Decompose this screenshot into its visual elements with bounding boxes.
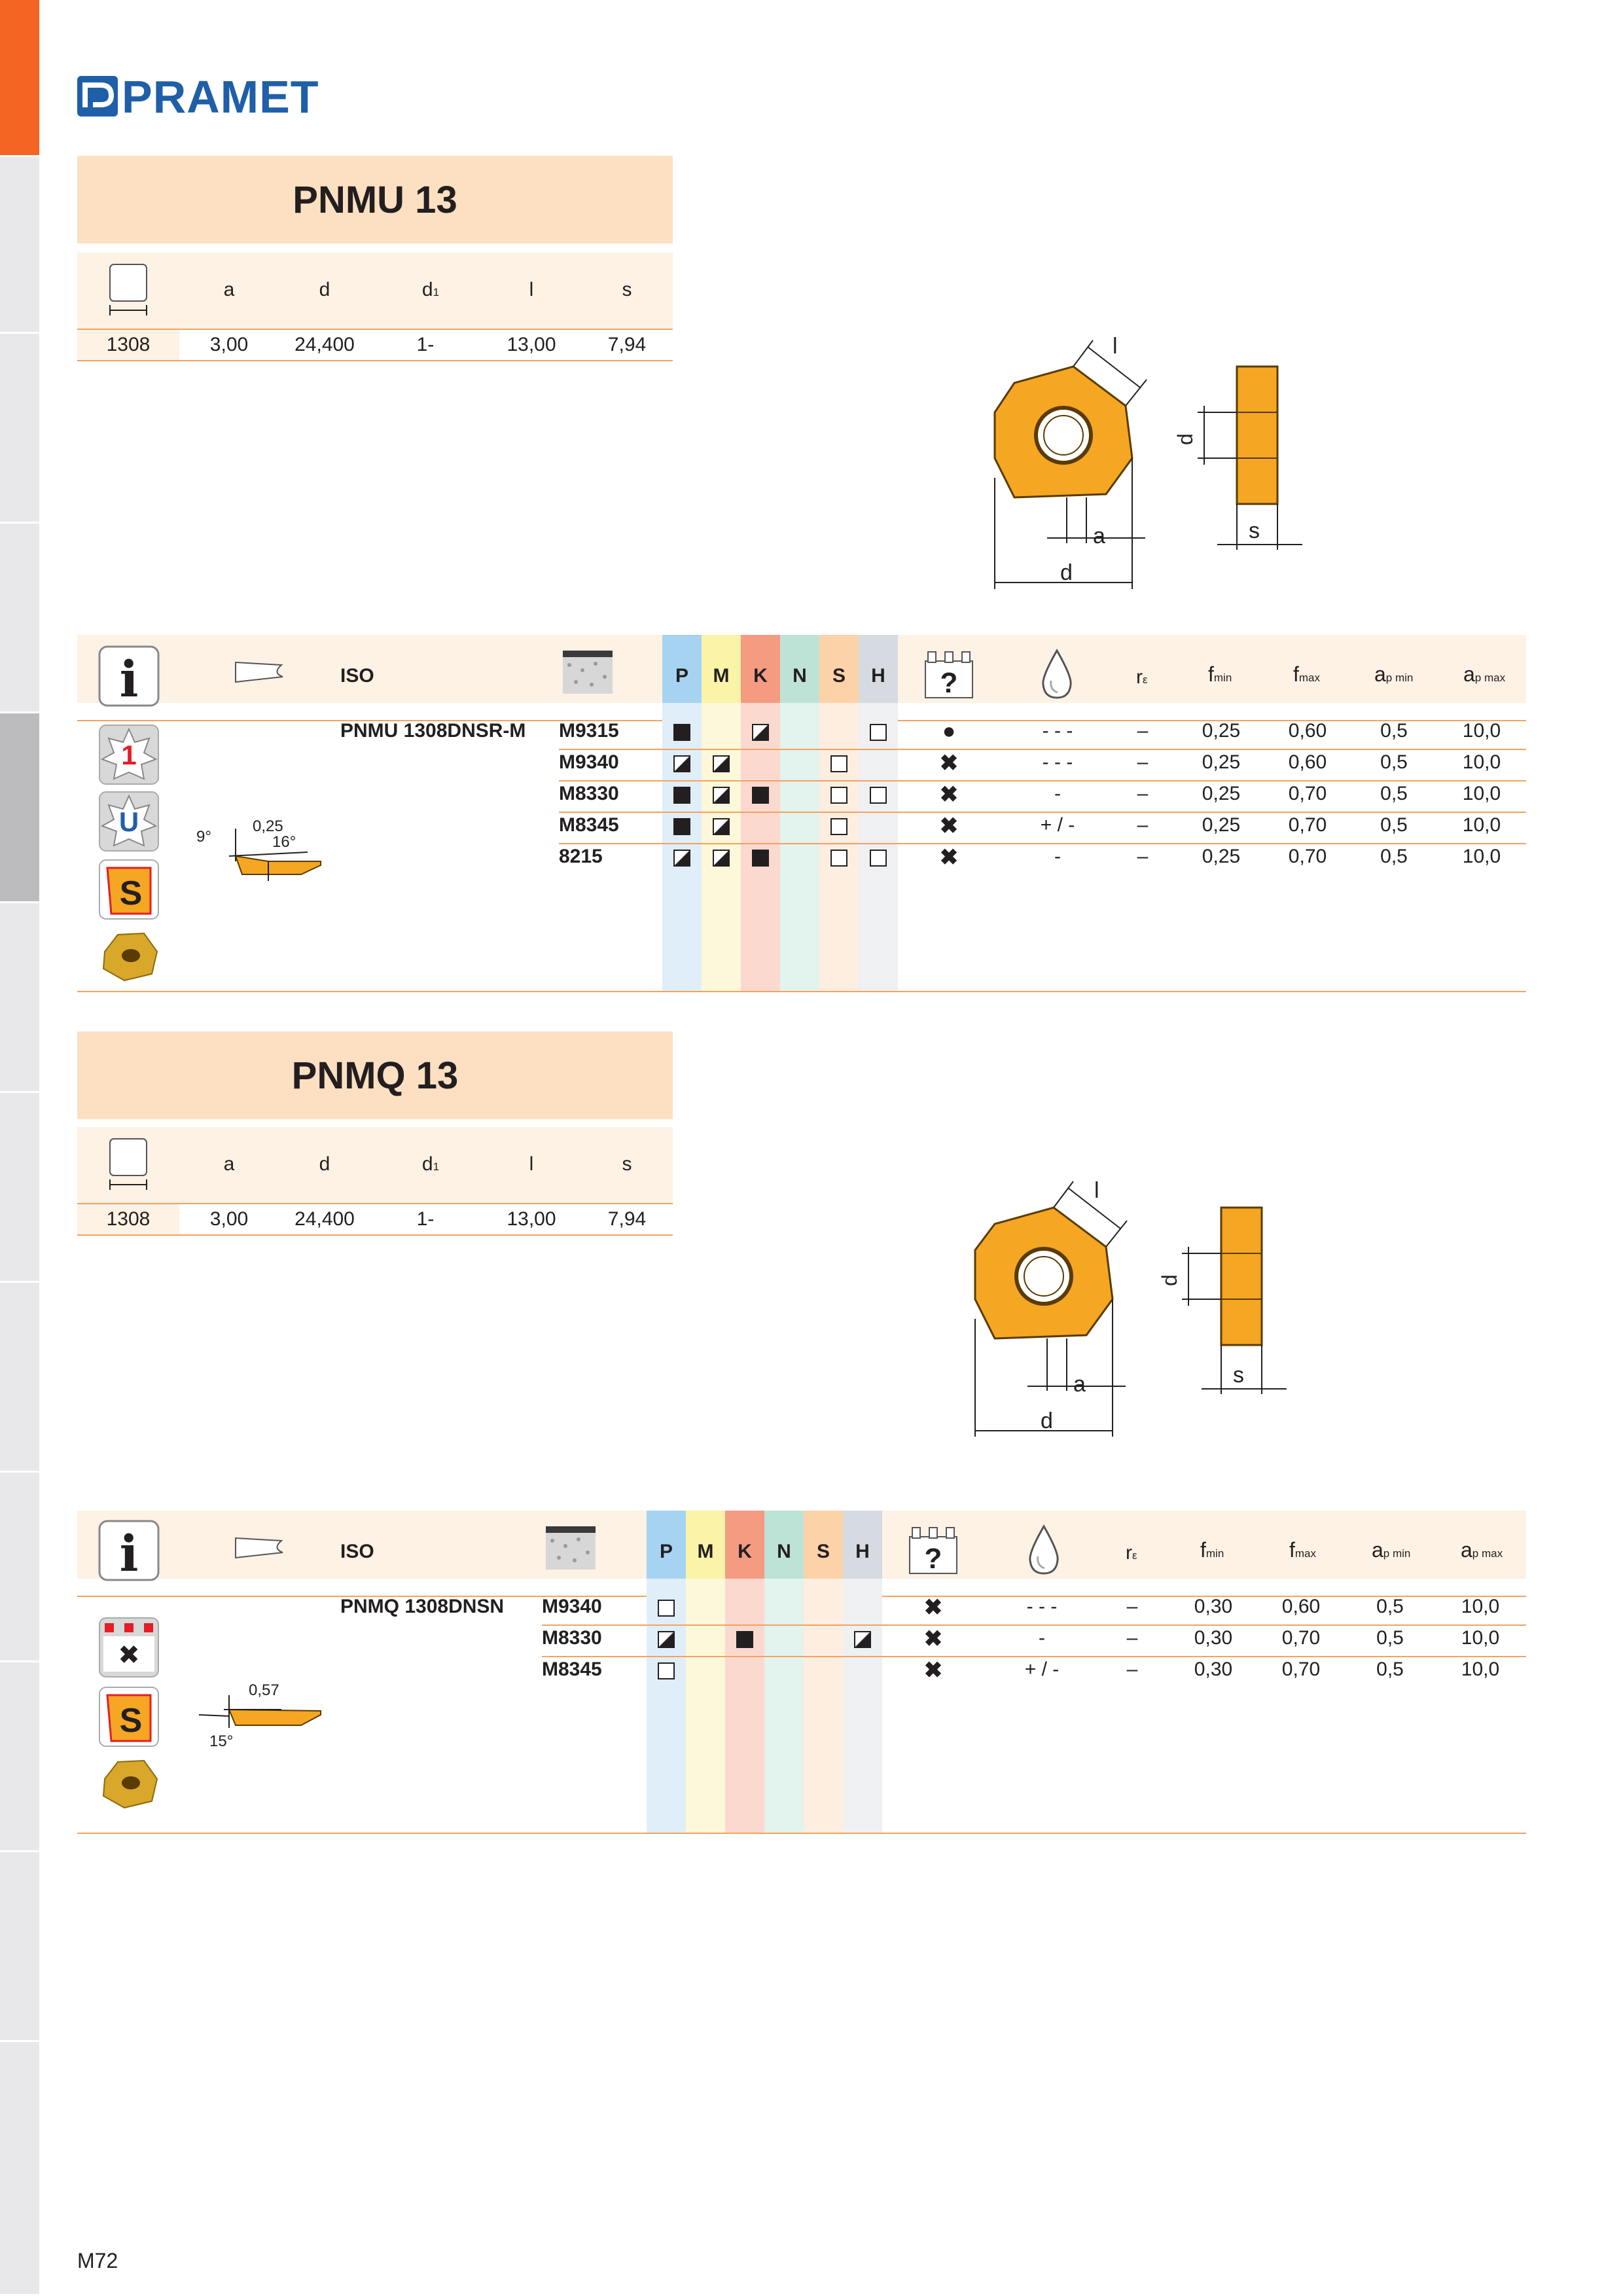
mat-S: S bbox=[816, 1541, 830, 1562]
svg-text:1: 1 bbox=[121, 740, 137, 770]
application-cross-icon: ✖ bbox=[923, 1658, 943, 1683]
fmax-value: 0,70 bbox=[1288, 783, 1327, 804]
brand-name: PRAMET bbox=[122, 71, 319, 122]
dim-header-s: s bbox=[622, 279, 632, 300]
svg-text:S: S bbox=[119, 1702, 143, 1740]
side-tab[interactable] bbox=[0, 1093, 39, 1283]
apmax-value: 10,0 bbox=[1461, 1659, 1500, 1680]
dim-header-d: d bbox=[319, 279, 330, 300]
radius-value: – bbox=[1126, 1659, 1138, 1680]
suitability-P bbox=[658, 1631, 675, 1648]
chipbreaker-icon bbox=[233, 660, 285, 689]
side-tab[interactable] bbox=[0, 524, 39, 713]
suitability-S bbox=[830, 850, 847, 867]
side-tab-current[interactable] bbox=[0, 713, 39, 903]
dim-d1: 1- bbox=[416, 334, 435, 355]
suitability-P bbox=[658, 1662, 675, 1679]
cutting-edge-geometry bbox=[190, 809, 334, 894]
section-title bbox=[77, 1031, 673, 1119]
fmin-value: 0,25 bbox=[1202, 783, 1241, 804]
dim-d: 24,400 bbox=[294, 1208, 355, 1230]
drawing-label-d1: d bbox=[1158, 1274, 1181, 1286]
mat-S: S bbox=[832, 665, 846, 687]
coolant-value: + / - bbox=[1040, 814, 1075, 836]
mat-P: P bbox=[659, 1541, 673, 1562]
svg-text:i: i bbox=[119, 650, 139, 707]
mat-N: N bbox=[793, 665, 807, 687]
radius-value: – bbox=[1137, 751, 1149, 773]
dim-header-a: a bbox=[223, 279, 235, 300]
dim-l: 13,00 bbox=[507, 1208, 556, 1230]
fmax-value: 0,70 bbox=[1288, 814, 1327, 836]
section-title-text: PNMU 13 bbox=[293, 178, 457, 221]
grade-code: 8215 bbox=[559, 846, 603, 867]
drawing-label-l: l bbox=[1113, 334, 1118, 359]
side-tab-strip bbox=[0, 0, 39, 2296]
grade-texture-icon bbox=[563, 651, 613, 694]
coolant-value: - - - bbox=[1042, 751, 1073, 773]
dim-a: 3,00 bbox=[209, 334, 249, 355]
table-bottom-line bbox=[77, 1833, 1526, 1834]
dim-d1: 1- bbox=[416, 1208, 435, 1230]
dim-header-l: l bbox=[529, 1153, 534, 1175]
grade-texture-icon bbox=[546, 1526, 596, 1570]
drawing-label-l: l bbox=[1094, 1178, 1099, 1203]
coolant-value: - bbox=[1054, 846, 1061, 867]
radius-value: – bbox=[1126, 1596, 1138, 1617]
apmin-value: 0,5 bbox=[1380, 751, 1408, 773]
side-tab[interactable] bbox=[0, 903, 39, 1093]
divider bbox=[559, 780, 1526, 781]
side-tab[interactable] bbox=[0, 1852, 39, 2042]
mat-N: N bbox=[777, 1541, 791, 1562]
table-bottom-line bbox=[77, 991, 1526, 992]
section-title bbox=[77, 156, 673, 243]
mat-M: M bbox=[713, 665, 730, 687]
info-icon[interactable] bbox=[98, 1520, 160, 1581]
apmin-value: 0,5 bbox=[1380, 814, 1408, 836]
apmax-value: 10,0 bbox=[1462, 783, 1501, 804]
dim-s: 7,94 bbox=[607, 1208, 647, 1230]
apmax-value: 10,0 bbox=[1461, 1627, 1500, 1649]
dim-s: 7,94 bbox=[607, 334, 647, 355]
side-tab[interactable] bbox=[0, 157, 39, 334]
application-question-icon bbox=[907, 1525, 959, 1575]
header-apmax: ap max bbox=[1463, 662, 1506, 686]
apmax-value: 10,0 bbox=[1462, 846, 1501, 867]
application-cross-icon: ✖ bbox=[923, 1595, 943, 1620]
pramet-logo-icon bbox=[77, 76, 118, 117]
iso-code: PNMQ 1308DNSN bbox=[340, 1596, 505, 1617]
drawing-label-d1: d bbox=[1173, 433, 1197, 445]
application-cross-icon: ✖ bbox=[939, 845, 959, 870]
suitability-H bbox=[870, 724, 887, 741]
divider bbox=[542, 1624, 1526, 1626]
mat-K: K bbox=[738, 1541, 752, 1562]
drawing-label-a: a bbox=[1093, 524, 1105, 548]
dim-d: 24,400 bbox=[294, 334, 355, 355]
coolant-value: - - - bbox=[1026, 1596, 1058, 1617]
fmin-value: 0,30 bbox=[1194, 1659, 1233, 1680]
fmin-value: 0,25 bbox=[1202, 814, 1241, 836]
mat-K: K bbox=[753, 665, 768, 687]
header-r: rε bbox=[1126, 1542, 1137, 1564]
drawing-label-s: s bbox=[1233, 1363, 1244, 1388]
insert-size-icon bbox=[109, 1138, 148, 1191]
iso-header: ISO bbox=[340, 1541, 374, 1562]
edge-label: 0,57 bbox=[249, 1681, 279, 1699]
edge-label: 0,25 bbox=[253, 817, 283, 835]
divider bbox=[559, 749, 1526, 750]
mat-H: H bbox=[871, 665, 885, 687]
suitability-K bbox=[736, 1631, 753, 1648]
mat-M: M bbox=[697, 1541, 714, 1562]
apmin-value: 0,5 bbox=[1376, 1596, 1404, 1617]
application-cross-icon: ✖ bbox=[939, 814, 959, 838]
apmax-value: 10,0 bbox=[1461, 1596, 1500, 1617]
side-tab[interactable] bbox=[0, 1662, 39, 1852]
header-fmin: fmin bbox=[1200, 1538, 1224, 1562]
divider bbox=[77, 1234, 673, 1236]
dim-header-s: s bbox=[622, 1153, 632, 1175]
radius-value: – bbox=[1137, 846, 1149, 867]
fmin-value: 0,25 bbox=[1202, 751, 1241, 773]
side-tab-active[interactable] bbox=[0, 0, 39, 157]
application-cross-icon: ✖ bbox=[939, 782, 959, 807]
apmin-value: 0,5 bbox=[1380, 783, 1408, 804]
fmax-value: 0,60 bbox=[1288, 751, 1327, 773]
suitability-P bbox=[673, 818, 690, 835]
suitability-S bbox=[830, 818, 847, 835]
apmax-value: 10,0 bbox=[1462, 720, 1501, 742]
coolant-value: + / - bbox=[1024, 1659, 1060, 1680]
dim-size: 1308 bbox=[106, 1208, 151, 1230]
drawing-label-d: d bbox=[1060, 560, 1073, 585]
badge-u-icon bbox=[98, 791, 160, 852]
drawing-label-d: d bbox=[1041, 1408, 1053, 1433]
fmax-value: 0,60 bbox=[1288, 720, 1327, 742]
radius-value: – bbox=[1137, 783, 1149, 804]
suitability-H bbox=[870, 850, 887, 867]
insert-drawing bbox=[975, 327, 1342, 602]
suitability-H bbox=[870, 787, 887, 804]
suitability-S bbox=[830, 755, 847, 772]
divider bbox=[542, 1656, 1526, 1657]
side-tab[interactable] bbox=[0, 1473, 39, 1662]
fmax-value: 0,70 bbox=[1281, 1659, 1321, 1680]
divider bbox=[77, 360, 673, 361]
apmin-value: 0,5 bbox=[1380, 846, 1408, 867]
apmin-value: 0,5 bbox=[1376, 1627, 1404, 1649]
header-fmax: fmax bbox=[1293, 662, 1321, 686]
insert-photo-icon bbox=[98, 1755, 160, 1812]
angle1-label: 15° bbox=[209, 1732, 234, 1750]
header-fmax: fmax bbox=[1289, 1538, 1317, 1562]
header-apmin: ap min bbox=[1372, 1538, 1411, 1562]
suitability-S bbox=[830, 787, 847, 804]
grade-code: M8345 bbox=[542, 1659, 602, 1680]
drawing-label-a: a bbox=[1073, 1372, 1086, 1397]
header-r: rε bbox=[1136, 666, 1148, 688]
coolant-value: - bbox=[1039, 1627, 1045, 1649]
fmin-value: 0,25 bbox=[1202, 720, 1241, 742]
page-number: M72 bbox=[77, 2249, 118, 2272]
suitability-K bbox=[752, 724, 769, 741]
grade-code: M9340 bbox=[542, 1596, 602, 1617]
dim-size: 1308 bbox=[106, 334, 151, 355]
apmax-value: 10,0 bbox=[1462, 751, 1501, 773]
svg-text:S: S bbox=[119, 874, 143, 912]
suitability-P bbox=[673, 787, 690, 804]
application-smooth-icon: ● bbox=[942, 719, 956, 744]
cutting-edge-geometry bbox=[190, 1662, 334, 1754]
info-icon[interactable] bbox=[98, 645, 160, 707]
angle2-label: 16° bbox=[272, 833, 296, 851]
iso-header: ISO bbox=[340, 665, 374, 687]
apmax-value: 10,0 bbox=[1462, 814, 1501, 836]
header-fmin: fmin bbox=[1208, 662, 1232, 686]
svg-text:U: U bbox=[118, 806, 139, 837]
dim-header-d1: d1 bbox=[421, 1153, 440, 1175]
suitability-K bbox=[752, 787, 769, 804]
dimension-header bbox=[77, 253, 673, 330]
dimension-header bbox=[77, 1127, 673, 1204]
radius-value: – bbox=[1137, 720, 1149, 742]
dim-header-d1: d1 bbox=[421, 279, 440, 300]
svg-text:✖: ✖ bbox=[118, 1640, 140, 1670]
insert-size-icon bbox=[109, 263, 148, 310]
suitability-P bbox=[673, 755, 690, 772]
angle1-label: 9° bbox=[196, 828, 211, 846]
dim-a: 3,00 bbox=[209, 1208, 249, 1230]
application-cross-icon: ✖ bbox=[923, 1626, 943, 1651]
badge-application-icon bbox=[98, 1617, 160, 1678]
application-cross-icon: ✖ bbox=[939, 751, 959, 776]
grade-code: M8330 bbox=[559, 783, 619, 804]
fmax-value: 0,60 bbox=[1281, 1596, 1321, 1617]
svg-text:i: i bbox=[119, 1524, 139, 1581]
chipbreaker-icon bbox=[233, 1535, 285, 1564]
side-tab[interactable] bbox=[0, 1283, 39, 1473]
dim-header-l: l bbox=[529, 279, 534, 300]
apmin-value: 0,5 bbox=[1380, 720, 1408, 742]
header-apmax: ap max bbox=[1461, 1538, 1503, 1562]
coolant-value: - - - bbox=[1042, 720, 1073, 742]
fmin-value: 0,30 bbox=[1194, 1596, 1233, 1617]
suitability-P bbox=[673, 724, 690, 741]
header-apmin: ap min bbox=[1374, 662, 1414, 686]
suitability-K bbox=[752, 850, 769, 867]
application-question-icon bbox=[923, 649, 975, 699]
mat-P: P bbox=[675, 665, 688, 687]
divider bbox=[559, 812, 1526, 813]
coolant-drop-icon bbox=[1025, 1524, 1063, 1576]
coolant-drop-icon bbox=[1038, 648, 1076, 700]
coolant-value: - bbox=[1054, 783, 1061, 804]
side-tab[interactable] bbox=[0, 334, 39, 524]
suitability-M bbox=[713, 755, 730, 772]
fmin-value: 0,25 bbox=[1202, 846, 1241, 867]
grade-code: M8330 bbox=[542, 1627, 602, 1649]
fmax-value: 0,70 bbox=[1281, 1627, 1321, 1649]
iso-code: PNMU 1308DNSR-M bbox=[340, 720, 526, 742]
radius-value: – bbox=[1126, 1627, 1138, 1649]
svg-text:?: ? bbox=[940, 667, 958, 699]
grade-code: M8345 bbox=[559, 814, 619, 836]
suitability-H bbox=[854, 1631, 871, 1648]
dim-header-d: d bbox=[319, 1153, 330, 1175]
badge-s-icon bbox=[98, 1686, 160, 1748]
badge-1-icon bbox=[98, 724, 160, 785]
radius-value: – bbox=[1137, 814, 1149, 836]
grade-code: M9315 bbox=[559, 720, 619, 742]
dim-l: 13,00 bbox=[507, 334, 556, 355]
mat-H: H bbox=[855, 1541, 870, 1562]
grade-code: M9340 bbox=[559, 751, 619, 773]
suitability-M bbox=[713, 818, 730, 835]
dim-header-a: a bbox=[223, 1153, 235, 1175]
side-tab[interactable] bbox=[0, 2042, 39, 2296]
suitability-P bbox=[658, 1600, 675, 1617]
insert-drawing bbox=[955, 1178, 1322, 1453]
suitability-M bbox=[713, 850, 730, 867]
divider bbox=[559, 843, 1526, 844]
insert-photo-icon bbox=[98, 928, 160, 984]
svg-text:?: ? bbox=[924, 1543, 942, 1575]
drawing-label-s: s bbox=[1249, 518, 1260, 543]
apmin-value: 0,5 bbox=[1376, 1659, 1404, 1680]
section-title-text: PNMQ 13 bbox=[291, 1054, 459, 1097]
fmin-value: 0,30 bbox=[1194, 1627, 1233, 1649]
badge-s-icon bbox=[98, 859, 160, 920]
suitability-M bbox=[713, 787, 730, 804]
fmax-value: 0,70 bbox=[1288, 846, 1327, 867]
suitability-P bbox=[673, 850, 690, 867]
